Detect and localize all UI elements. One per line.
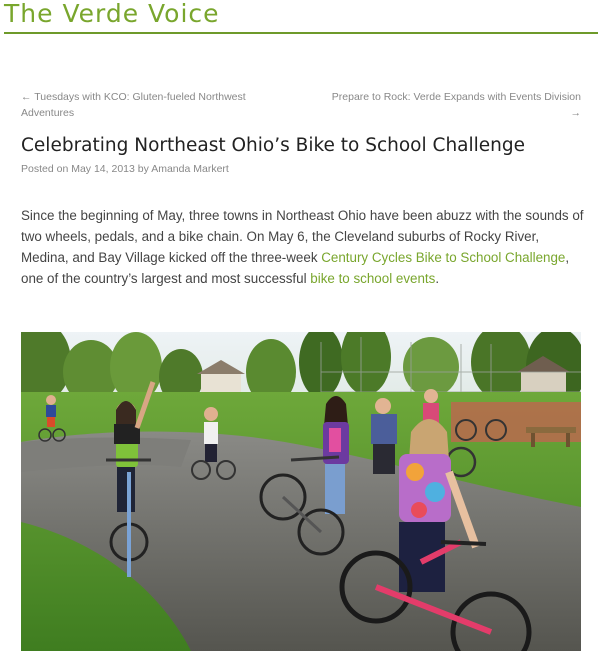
photo-illustration [21,332,581,651]
previous-post-label: Tuesdays with KCO: Gluten-fueled Northwest Adventures [21,91,246,119]
bike-to-school-events-link[interactable]: bike to school events [310,271,436,286]
right-arrow-icon: → [570,107,581,119]
posted-on-label: Posted on [21,163,69,175]
next-post-link[interactable] [321,89,581,121]
post-body-paragraph [21,205,589,289]
by-label: by [137,163,149,175]
previous-post-link[interactable] [21,89,291,121]
post-title: Celebrating Northeast Ohio’s Bike to School Challenge [21,135,526,156]
next-post-label: Prepare to Rock: Verde Expands with Events Division [331,91,581,103]
post-date-link[interactable]: May 14, 2013 [71,163,135,175]
site-title-link[interactable]: The Verde Voice [4,0,220,28]
post-navigation [21,89,581,121]
kids-biking-photo [21,332,581,651]
left-arrow-icon: ← [21,91,32,103]
author-link[interactable]: Amanda Markert [151,163,229,175]
site-header [0,0,600,36]
post-meta [21,163,229,175]
body-text-1: Since the beginning of May, three towns in Northeast Ohio have been abuzz with the sounds of two wheels, pedals, and a bike chain. On May 6, the Cleveland suburbs of Rocky River, Medina, and Bay Village kicked off the three-week [21,208,584,265]
body-text-2: , one of the country’s largest and most successful [21,250,570,286]
body-text-3: . [435,271,440,286]
bike-challenge-link[interactable]: Century Cycles Bike to School Challenge [321,250,566,265]
header-divider [4,32,598,34]
